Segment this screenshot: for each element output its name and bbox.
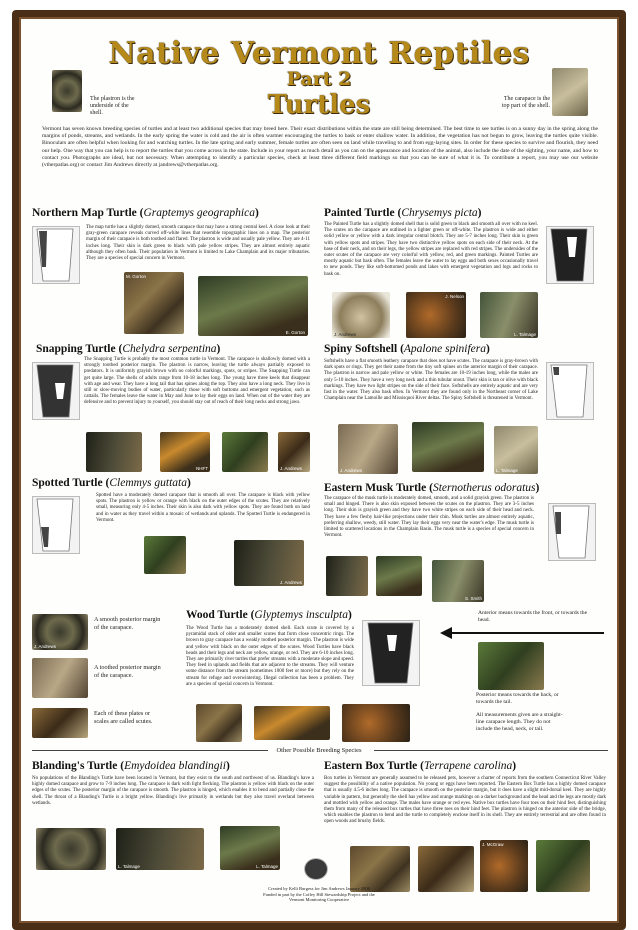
- range-map-painted-turtle: [546, 226, 594, 284]
- other-species-heading: Other Possible Breeding Species: [276, 747, 362, 754]
- measurement-photo: [478, 642, 544, 690]
- blandings-photo-1: [36, 828, 106, 870]
- section-heading-box-turtle: Eastern Box Turtle (Terrapene carolina): [324, 760, 517, 772]
- photo-credit: L. Talmage: [256, 864, 278, 869]
- toothed-margin-photo: [32, 658, 88, 698]
- spiny-softshell-photo-2: [412, 422, 484, 472]
- spotted-turtle-photo-1: [144, 536, 186, 574]
- range-map-spiny-softshell: [546, 362, 594, 420]
- wood-turtle-text: The Wood Turtle has a moderately domed shell. Each scute is covered by a pyramidal stack of older and smaller scutes that form close concentric rings. The brown to gray carapace has a weakly toothed posterior margin. The plastron is wide and yellow with black on the outer edges of the scutes. Wood Turtles have black heads and their legs and neck are yellow, orange, or red. They are 6-10 inches long. They are primarily river turtles that prefer streams with a moderate slope and speed. They feed in uplands and fields that are adjacent to the streams. They will venture some distance from the stream (sometimes 1000 feet or more) but they rely on the stream for refuge and overwintering. Illegal collection has been a problem. They are a species of special concern in Vermont.: [186, 626, 354, 687]
- painted-turtle-photo-3: [480, 292, 538, 338]
- plastron-photo: [52, 70, 82, 112]
- snapping-turtle-photo-4: [278, 432, 310, 472]
- spiny-softshell-photo-1: [338, 424, 398, 474]
- painted-turtle-text: The Painted Turtle has a slightly domed shell that is solid green to black and smooth all over with no keel. The scutes on the carapace are outlined in a lighter green or off-white. The plastron is wide and either solid yellow or yellow with a dark irregular central blotch. They are 5-7 inches long. Their skin is green with yellow spots and stripes. They have two distinctive yellow spots on each side of their neck. At the base of their neck, and on their legs, the yellow stripes are replaced with red stripes. The undersides of the outer scutes of the carapace are very colorful with yellow, red, and green markings. Painted Turtles are mostly aquatic but bask often. The females leave the water to lay eggs and both sexes occasionally travel to new ponds. They like soft-bottomed ponds and lakes with emergent vegetation and logs and rocks to bask on.: [324, 222, 538, 277]
- musk-turtle-photo-1: [326, 556, 368, 596]
- plastron-caption: The plastron is the underside of the shell.: [90, 96, 135, 116]
- photo-credit: L. Talmage: [514, 332, 536, 337]
- poster-title: Native Vermont Reptiles: [108, 36, 530, 71]
- poster-subtitle: Part 2: [286, 68, 352, 90]
- snapping-turtle-photo-3: [222, 432, 268, 472]
- map-turtle-photo-2: [198, 276, 308, 336]
- range-map-spotted-turtle: [32, 496, 80, 554]
- photo-credit: M. Gorton: [126, 274, 147, 279]
- box-turtle-photo-3: [480, 840, 528, 892]
- measurement-note: All measurements given are a straight-line carapace length. They do not include the head, neck, or tail.: [476, 712, 563, 732]
- map-turtle-text: The map turtle has a slightly domed, smooth carapace that may have a strong central keel. A close look at their gray-green carapace reveals curved off-white lines that resemble topographic lines on a map. The posterior margin of their carapace is both toothed and flared. The plastron is wide and usually pale yellow. They are 4-11 inches long. Their skin is dark green to black with pale yellow stripes. They are almost entirely aquatic although they often bask. Their population in Vermont is limited to Lake Champlain and its major tributaries. They are a species of special concern in Vermont.: [86, 225, 310, 262]
- section-heading-map-turtle: Northern Map Turtle (Graptemys geographica): [32, 207, 259, 219]
- section-heading-painted-turtle: Painted Turtle (Chrysemys picta): [324, 207, 482, 219]
- range-map-wood-turtle: [362, 620, 420, 686]
- box-turtle-photo-4: [536, 840, 590, 892]
- photo-credit: J. Andrews: [334, 332, 357, 337]
- blandings-turtle-text: No populations of the Blanding's Turtle have been located in Vermont, but they exist to the south and northwest of us. Blanding's have a highly domed carapace and grow to 7-9 inches long. The carapace is dark with light flecking. The plastron is yellow with black on the outer edges of the scutes. The posterior margin of the carapace is smooth. The plastron is hinged, which enables it to bend and partially close the shell. The throat of a Blanding's Turtle is a bright yellow. Blanding's live primarily in wetlands but they also travel overland between wetlands.: [32, 776, 314, 806]
- section-heading-wood-turtle: Wood Turtle (Glyptemys insculpta): [186, 609, 352, 621]
- posterior-caption: Posterior means towards the back, or towards the tail.: [476, 692, 559, 705]
- wood-turtle-photo-2: [254, 706, 330, 740]
- carapace-photo: [552, 68, 588, 116]
- divider-right: [374, 750, 608, 751]
- photo-credit: E. Gorton: [285, 330, 305, 335]
- photo-credit: L. Talmage: [496, 468, 518, 473]
- section-heading-musk-turtle: Eastern Musk Turtle (Sternotherus odoratus): [324, 482, 540, 494]
- carapace-caption: The carapace is the top part of the shell.: [501, 96, 550, 109]
- range-map-musk-turtle: [548, 503, 596, 561]
- anterior-caption: Anterior means towards the front, or towards the head.: [478, 610, 588, 623]
- smooth-margin-caption: A smooth posterior margin of the carapace.: [94, 616, 161, 631]
- photo-credit: J. McGraw: [482, 842, 504, 847]
- section-heading-spotted-turtle: Spotted Turtle (Clemmys guttata): [32, 477, 191, 489]
- spotted-turtle-photo-2: [234, 540, 304, 586]
- painted-turtle-photo-1: [332, 292, 390, 338]
- snapping-turtle-photo-1: [86, 432, 142, 472]
- photo-credit: L. Talmage: [118, 864, 140, 869]
- spiny-softshell-text: Softshells have a flat smooth leathery carapace that does not have scutes. The carapace is gray-brown with dark spots or rings. They get their name from the tiny soft spines on the anterior margin of their carapace. The plastron is narrow and pale yellow or white. The females are 10-19 inches long, while the males are only 5-10 inches. They have a very long neck and a thin tubular snout. Their skin is tan or olive with black markings. They have two light stripes on the side of their face. Softshells are entirely aquatic and are very fast in the water. They also bask often. In Vermont they are found only in the Northeast corner of Lake Champlain near the Lamoille and Missisquoi River deltas. The Spiny Softshell is threatened in Vermont.: [324, 359, 538, 402]
- intro-paragraph: Vermont has seven known breeding species of turtles and at least two additional species that may breed here. Their exact distributions within the state are still being determined. The best time to see turtles is on a sunny day in the spring along the margins of ponds, streams, and wetlands. In the early spring the water is cold and the air is often warmer encouraging the turtles to bask or enter shallow water. In addition, the vegetation has not begun to grow, leaving the turtles quite visible. Binoculars are often helpful when looking for and watching turtles. In the late spring and early summer, female turtles are often seen on land while traveling to and from egg-laying sites. In order for these species to survive and flourish, they need our help. One way that you can help is to report the turtles that you come across in the state. Include in your report as much detail as you can on the appearance and location of the animal, also include the date of the sighting, your name, and how to contact you. Photographs are ideal, but not necessary. When attempting to identify a particular species, check at least three different field markings so that you can be sure of what it is. To contribute a report, you may use our website (vtherpatlas.org) or contact Jim Andrews directly at jandrews@vtherpatlas.org.: [42, 126, 598, 169]
- footer-line: Funded in part by the Coffey Hill Stewardship Project and the: [263, 891, 375, 897]
- footer-line: Vermont Monitoring Cooperative: [288, 897, 350, 903]
- musk-turtle-photo-2: [376, 556, 422, 596]
- spiny-softshell-photo-3: [494, 426, 538, 474]
- wood-turtle-photo-3: [342, 704, 410, 742]
- poster-footer: [0, 886, 638, 903]
- blandings-photo-2: [116, 828, 204, 870]
- poster-heading: Turtles: [267, 90, 371, 120]
- musk-turtle-photo-3: [432, 560, 484, 602]
- photo-credit: NHFT: [196, 466, 208, 471]
- map-turtle-photo-1: [124, 272, 184, 334]
- painted-turtle-photo-2: [406, 292, 466, 338]
- stewardship-logo: [304, 858, 328, 880]
- smooth-margin-photo: [32, 614, 88, 650]
- photo-credit: J. Andrews: [279, 580, 302, 585]
- photo-credit: J. Andrews: [340, 468, 363, 473]
- section-heading-blandings-turtle: Blanding's Turtle (Emydoidea blandingii): [32, 760, 230, 772]
- photo-credit: J. Andrews: [280, 466, 303, 471]
- range-map-snapping-turtle: [32, 362, 80, 420]
- range-map-map-turtle: [32, 226, 80, 284]
- photo-credit: J. Andrews: [34, 644, 57, 649]
- photo-credit: S. Smith: [464, 596, 482, 601]
- photo-credit: J. Nelson: [445, 294, 464, 299]
- scutes-photo: [32, 708, 88, 738]
- scutes-caption: Each of these plates or scales are called scutes.: [94, 710, 153, 725]
- blandings-photo-3: [220, 826, 280, 870]
- snapping-turtle-text: The Snapping Turtle is probably the most common turtle in Vermont. The carapace is shallowly domed with a strongly toothed posterior margin. The plastron is narrow, leaving the turtle always partially exposed to predators. It is uniformly grayish brown with no colorful markings, spots, or stripes. The Snapping Turtle can get quite large. The shells of adults range from 10-18 inches long. The young have three keels that disappear with age and wear. They have a long tail that has spines along the top. They also have a long neck. They live in still or slow-moving bodies of water, particularly those with soft bottoms and emergent vegetation, such as cattails. The females leave the water in May and June to lay their eggs on land. When out of the water they are defensive and to prevent injury to yourself, you should stay out of reach of their long necks and strong jaws.: [84, 357, 310, 406]
- toothed-margin-caption: A toothed posterior margin of the carapace.: [94, 664, 161, 679]
- footer-line: Created by Kelli Burgess for Jim Andrews January 2006: [268, 886, 370, 891]
- box-turtle-text: Box turtles in Vermont are generally assumed to be released pets, however a charter of reports from the southern Connecticut River Valley suggest the possibility of a native population. No young or eggs have been reported. The Eastern Box Turtle has a highly domed carapace that is usually 4.5-6 inches long. The carapace is smooth on the posterior margin, but it does have a slight mid-dorsal keel. They are highly variable in pattern, but generally the shell has yellow and orange markings on a darker background and the head and the legs are mostly dark and mottled with yellow and orange. The males have orange or red eyes. Native box turtles have four toes on their hind feet, distinguishing them from many of the released box turtles that have three toes on their hind feet. The plastron is hinged on the anterior side of the bridge, which enables the plastron to bend and the turtle to completely enclose itself in its shell. They are entirely terrestrial and are often found in open woods and brushy fields.: [324, 776, 606, 825]
- wood-turtle-photo-1: [196, 704, 242, 742]
- section-heading-snapping-turtle: Snapping Turtle (Chelydra serpentina): [36, 343, 221, 355]
- section-heading-spiny-softshell: Spiny Softshell (Apalone spinifera): [324, 343, 490, 355]
- musk-turtle-text: The carapace of the musk turtle is moderately domed, smooth, and a solid grayish green. The plastron is small and hinged. There is also skin exposed between the scutes on the plastron. They are 3-5 inches long. Their skin is grayish green and they have two white stripes on each side of their head and neck. They have a few fleshy hair-like projections under their chin. Musk turtles are almost entirely aquatic, preferring shallow, weedy, still water. They lay their eggs very near the water's edge. The musk turtle is limited to scattered locations in the Champlain Basin. The musk turtle is a species of special concern in Vermont.: [324, 496, 534, 539]
- measurement-arrow: [440, 626, 608, 640]
- spotted-turtle-text: Spotted have a moderately domed carapace that is smooth all over. The carapace is black with yellow spots. The plastron is yellow or orange with black on the outer edges of the scutes. They are relatively small, measuring only 4-5 inches. Their skin is also dark with yellow spots. They are found both on land and in water as they travel within a mosaic of wetlands and uplands. The Spotted Turtle is endangered in Vermont.: [96, 493, 310, 523]
- snapping-turtle-photo-2: [160, 432, 210, 472]
